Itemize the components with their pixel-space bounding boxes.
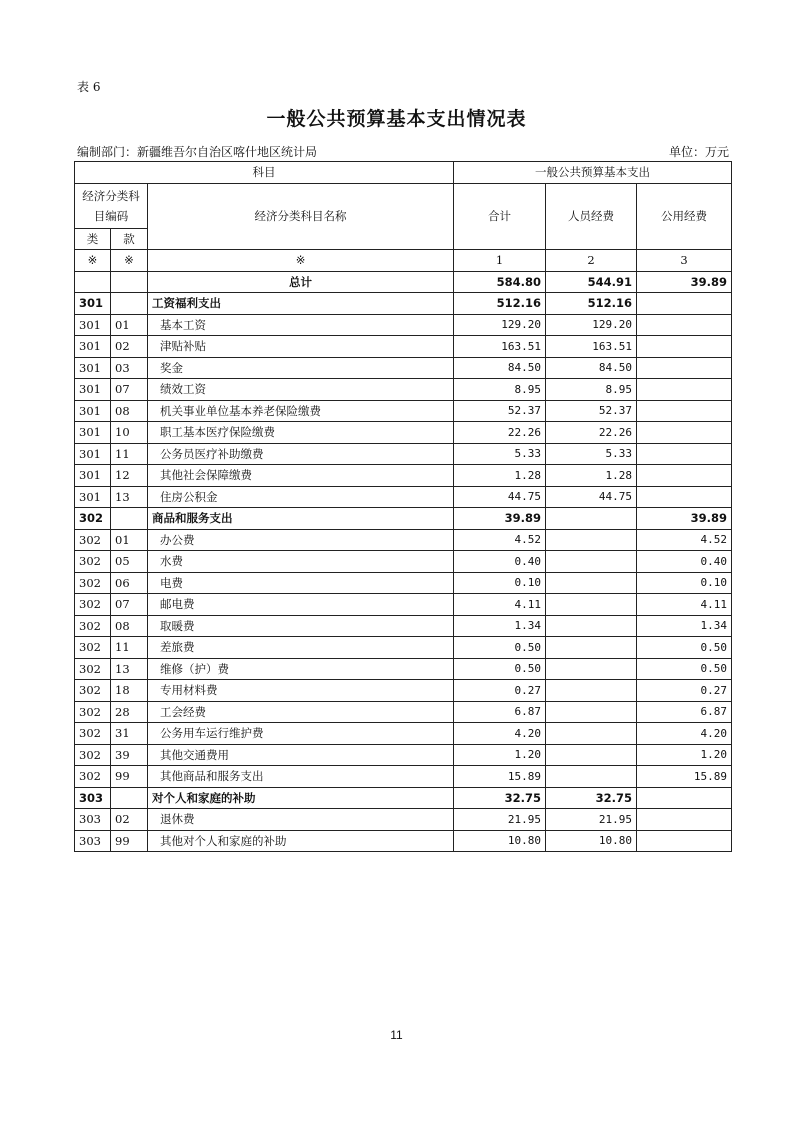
cell-lei: 301 — [75, 486, 111, 508]
cell-name: 公务员医疗补助缴费 — [148, 443, 454, 465]
cell-kuan: 12 — [111, 465, 148, 487]
cell-kuan: 07 — [111, 594, 148, 616]
cell-personnel — [546, 637, 637, 659]
table-row — [75, 529, 732, 551]
cell-personnel — [546, 744, 637, 766]
cell-name: 奖金 — [148, 357, 454, 379]
cell-total: 163.51 — [454, 336, 546, 358]
unit-label: 单位：万元 — [668, 145, 729, 159]
mark-cell: ※ — [111, 250, 148, 272]
cell-lei: 301 — [75, 357, 111, 379]
cell-personnel — [546, 529, 637, 551]
header-public: 公用经费 — [637, 183, 732, 250]
cell-personnel — [546, 572, 637, 594]
cell-name: 其他交通费用 — [148, 744, 454, 766]
cell-name: 其他对个人和家庭的补助 — [148, 830, 454, 852]
cell-personnel: 129.20 — [546, 314, 637, 336]
table-row — [75, 594, 732, 616]
cell-personnel: 1.28 — [546, 465, 637, 487]
cell-lei: 302 — [75, 744, 111, 766]
cell-total: 15.89 — [454, 766, 546, 788]
cell-total: 1.34 — [454, 615, 546, 637]
category-row — [75, 293, 732, 315]
table-row — [75, 551, 732, 573]
header-row-1 — [75, 162, 732, 184]
mark-cell: ※ — [75, 250, 111, 272]
cell-lei: 302 — [75, 701, 111, 723]
cell-lei: 302 — [75, 594, 111, 616]
header-personnel: 人员经费 — [546, 183, 637, 250]
cell-personnel — [546, 701, 637, 723]
cell-name: 绩效工资 — [148, 379, 454, 401]
cell-lei: 301 — [75, 314, 111, 336]
cell-kuan: 11 — [111, 637, 148, 659]
cell-lei: 302 — [75, 529, 111, 551]
header-row-4 — [75, 250, 732, 272]
cell-personnel: 163.51 — [546, 336, 637, 358]
cell-kuan: 11 — [111, 443, 148, 465]
table-row — [75, 400, 732, 422]
cell-total: 5.33 — [454, 443, 546, 465]
cell-total: 0.50 — [454, 658, 546, 680]
cell-public — [637, 830, 732, 852]
table-row — [75, 701, 732, 723]
header-subject: 科目 — [75, 162, 454, 184]
cell-name: 差旅费 — [148, 637, 454, 659]
cell-public — [637, 357, 732, 379]
cell-public: 0.10 — [637, 572, 732, 594]
cell-lei: 303 — [75, 787, 111, 809]
cell-total: 84.50 — [454, 357, 546, 379]
table-row — [75, 572, 732, 594]
cell-public — [637, 400, 732, 422]
cell-kuan: 99 — [111, 830, 148, 852]
header-name: 经济分类科目名称 — [148, 183, 454, 250]
grand-total-public: 39.89 — [637, 271, 732, 293]
cell-public: 4.20 — [637, 723, 732, 745]
table-row — [75, 809, 732, 831]
cell-personnel: 21.95 — [546, 809, 637, 831]
cell-lei: 302 — [75, 508, 111, 530]
cell-name: 退休费 — [148, 809, 454, 831]
cell-name: 商品和服务支出 — [148, 508, 454, 530]
cell-lei: 302 — [75, 551, 111, 573]
cell-name: 电费 — [148, 572, 454, 594]
cell-total: 4.20 — [454, 723, 546, 745]
cell-lei: 302 — [75, 680, 111, 702]
cell-name: 对个人和家庭的补助 — [148, 787, 454, 809]
cell-lei: 303 — [75, 809, 111, 831]
cell-public: 0.50 — [637, 637, 732, 659]
cell-name: 邮电费 — [148, 594, 454, 616]
table-row — [75, 766, 732, 788]
cell-lei: 301 — [75, 422, 111, 444]
cell-lei: 302 — [75, 572, 111, 594]
cell-total: 512.16 — [454, 293, 546, 315]
cell-total: 22.26 — [454, 422, 546, 444]
cell-personnel: 22.26 — [546, 422, 637, 444]
page-number: 11 — [390, 1028, 403, 1042]
table-row — [75, 615, 732, 637]
cell-total: 129.20 — [454, 314, 546, 336]
compiling-department: 编制部门：新疆维吾尔自治区喀什地区统计局 — [77, 145, 318, 159]
cell-total: 4.52 — [454, 529, 546, 551]
cell-name: 取暖费 — [148, 615, 454, 637]
column-number-2: 2 — [546, 250, 637, 272]
cell-kuan: 05 — [111, 551, 148, 573]
cell-personnel — [546, 680, 637, 702]
cell-name: 水费 — [148, 551, 454, 573]
cell-public: 4.11 — [637, 594, 732, 616]
cell-name: 专用材料费 — [148, 680, 454, 702]
cell-lei: 302 — [75, 637, 111, 659]
cell-total: 4.11 — [454, 594, 546, 616]
cell-personnel: 5.33 — [546, 443, 637, 465]
cell-kuan: 07 — [111, 379, 148, 401]
cell-public — [637, 486, 732, 508]
grand-total-personnel: 544.91 — [546, 271, 637, 293]
cell-total: 8.95 — [454, 379, 546, 401]
cell-total: 0.40 — [454, 551, 546, 573]
cell-personnel — [546, 766, 637, 788]
cell-name: 其他社会保障缴费 — [148, 465, 454, 487]
cell-kuan: 08 — [111, 615, 148, 637]
cell-kuan: 13 — [111, 486, 148, 508]
cell-kuan: 02 — [111, 336, 148, 358]
cell-personnel — [546, 594, 637, 616]
cell-personnel: 84.50 — [546, 357, 637, 379]
cell-total: 44.75 — [454, 486, 546, 508]
table-row — [75, 830, 732, 852]
cell-lei: 302 — [75, 615, 111, 637]
table-row — [75, 314, 732, 336]
table-row — [75, 379, 732, 401]
table-row — [75, 723, 732, 745]
cell-name: 公务用车运行维护费 — [148, 723, 454, 745]
table-row — [75, 744, 732, 766]
table-row — [75, 443, 732, 465]
cell-personnel — [546, 658, 637, 680]
table-row — [75, 465, 732, 487]
cell-kuan — [111, 293, 148, 315]
cell-kuan: 18 — [111, 680, 148, 702]
cell-personnel: 32.75 — [546, 787, 637, 809]
cell-kuan — [111, 508, 148, 530]
cell-total: 0.27 — [454, 680, 546, 702]
cell-total: 6.87 — [454, 701, 546, 723]
table-row — [75, 680, 732, 702]
cell-lei: 301 — [75, 293, 111, 315]
grand-total-total: 584.80 — [454, 271, 546, 293]
cell-kuan — [111, 787, 148, 809]
table-row — [75, 357, 732, 379]
cell-lei: 301 — [75, 443, 111, 465]
cell-personnel — [546, 551, 637, 573]
budget-table — [74, 161, 732, 852]
cell-personnel — [546, 615, 637, 637]
header-expenditure: 一般公共预算基本支出 — [454, 162, 732, 184]
cell-lei: 302 — [75, 658, 111, 680]
cell-personnel — [546, 508, 637, 530]
cell-lei: 302 — [75, 766, 111, 788]
cell-name: 职工基本医疗保险缴费 — [148, 422, 454, 444]
grand-total-label: 总计 — [148, 271, 454, 293]
header-kuan: 款 — [111, 228, 148, 250]
header-total: 合计 — [454, 183, 546, 250]
cell-kuan: 03 — [111, 357, 148, 379]
header-lei: 类 — [75, 228, 111, 250]
cell-public — [637, 809, 732, 831]
cell-kuan: 13 — [111, 658, 148, 680]
cell-kuan: 01 — [111, 314, 148, 336]
cell-kuan: 01 — [111, 529, 148, 551]
cell-personnel: 512.16 — [546, 293, 637, 315]
column-number-3: 3 — [637, 250, 732, 272]
cell-public — [637, 787, 732, 809]
cell-public — [637, 314, 732, 336]
cell-kuan: 02 — [111, 809, 148, 831]
cell-total: 52.37 — [454, 400, 546, 422]
cell-total: 0.10 — [454, 572, 546, 594]
cell-name: 办公费 — [148, 529, 454, 551]
cell-kuan: 08 — [111, 400, 148, 422]
category-row — [75, 508, 732, 530]
cell-name: 工资福利支出 — [148, 293, 454, 315]
cell-total: 0.50 — [454, 637, 546, 659]
cell-total: 1.20 — [454, 744, 546, 766]
cell-name: 住房公积金 — [148, 486, 454, 508]
cell-personnel — [546, 723, 637, 745]
cell-personnel: 10.80 — [546, 830, 637, 852]
cell-name: 基本工资 — [148, 314, 454, 336]
cell-public — [637, 465, 732, 487]
cell-name: 机关事业单位基本养老保险缴费 — [148, 400, 454, 422]
cell-total: 32.75 — [454, 787, 546, 809]
cell-lei: 301 — [75, 336, 111, 358]
cell-lei: 303 — [75, 830, 111, 852]
cell-public: 15.89 — [637, 766, 732, 788]
cell-kuan: 99 — [111, 766, 148, 788]
cell-public: 1.20 — [637, 744, 732, 766]
cell-total: 21.95 — [454, 809, 546, 831]
cell-lei: 301 — [75, 400, 111, 422]
table-row — [75, 658, 732, 680]
cell-name: 维修（护）费 — [148, 658, 454, 680]
cell-personnel: 52.37 — [546, 400, 637, 422]
cell-personnel: 44.75 — [546, 486, 637, 508]
cell-public — [637, 379, 732, 401]
table-row — [75, 486, 732, 508]
header-code: 经济分类科目编码 — [75, 183, 148, 228]
cell-name: 其他商品和服务支出 — [148, 766, 454, 788]
cell-total: 10.80 — [454, 830, 546, 852]
cell-public — [637, 422, 732, 444]
cell-name: 津贴补贴 — [148, 336, 454, 358]
cell-public: 4.52 — [637, 529, 732, 551]
grand-total-row — [75, 271, 732, 293]
cell-lei: 301 — [75, 379, 111, 401]
cell-lei: 301 — [75, 465, 111, 487]
cell-public: 1.34 — [637, 615, 732, 637]
cell-kuan: 31 — [111, 723, 148, 745]
table-number: 表 6 — [77, 80, 101, 94]
cell-public — [637, 336, 732, 358]
cell-name: 工会经费 — [148, 701, 454, 723]
cell-total: 1.28 — [454, 465, 546, 487]
cell-public: 39.89 — [637, 508, 732, 530]
cell-total: 39.89 — [454, 508, 546, 530]
table-row — [75, 336, 732, 358]
header-row-2 — [75, 183, 732, 228]
category-row — [75, 787, 732, 809]
cell-public — [637, 293, 732, 315]
table-row — [75, 422, 732, 444]
cell-kuan: 10 — [111, 422, 148, 444]
cell-personnel: 8.95 — [546, 379, 637, 401]
cell-kuan: 28 — [111, 701, 148, 723]
cell-public: 6.87 — [637, 701, 732, 723]
cell-public: 0.50 — [637, 658, 732, 680]
cell-lei: 302 — [75, 723, 111, 745]
cell-public — [637, 443, 732, 465]
cell-kuan: 06 — [111, 572, 148, 594]
table-row — [75, 637, 732, 659]
column-number-1: 1 — [454, 250, 546, 272]
mark-cell: ※ — [148, 250, 454, 272]
cell-public: 0.27 — [637, 680, 732, 702]
cell-kuan: 39 — [111, 744, 148, 766]
page-title: 一般公共预算基本支出情况表 — [266, 108, 527, 130]
cell-public: 0.40 — [637, 551, 732, 573]
